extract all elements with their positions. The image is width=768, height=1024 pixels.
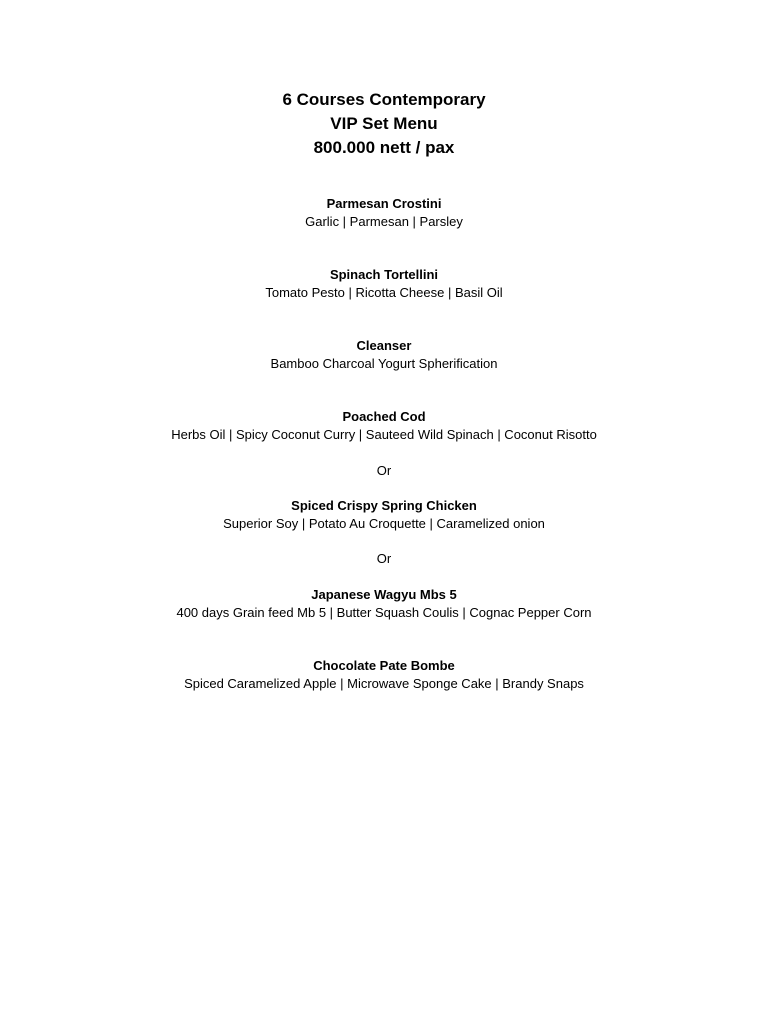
course-spiced-crispy-spring-chicken <box>0 497 768 533</box>
course-poached-cod <box>0 408 768 444</box>
course-title: Cleanser <box>356 338 412 353</box>
or-divider: Or <box>376 551 392 566</box>
course-title: Chocolate Pate Bombe <box>313 658 455 673</box>
course-cleanser <box>0 337 768 373</box>
course-chocolate-pate-bombe <box>0 657 768 693</box>
menu-header <box>0 88 768 160</box>
course-title: Spiced Crispy Spring Chicken <box>291 498 477 513</box>
course-spinach-tortellini <box>0 266 768 302</box>
course-parmesan-crostini <box>0 195 768 231</box>
course-japanese-wagyu <box>0 586 768 622</box>
course-description: Spiced Caramelized Apple | Microwave Sponge Cake | Brandy Snaps <box>184 676 584 691</box>
or-divider: Or <box>376 463 392 478</box>
course-title: Poached Cod <box>342 409 426 424</box>
course-title: Parmesan Crostini <box>326 196 442 211</box>
course-description: Superior Soy | Potato Au Croquette | Caramelized onion <box>223 516 545 531</box>
course-description: Garlic | Parmesan | Parsley <box>305 214 463 229</box>
course-title: Japanese Wagyu Mbs 5 <box>311 587 457 602</box>
course-description: 400 days Grain feed Mb 5 | Butter Squash Coulis | Cognac Pepper Corn <box>176 605 592 620</box>
course-description: Herbs Oil | Spicy Coconut Curry | Sauteed Wild Spinach | Coconut Risotto <box>171 427 597 442</box>
course-title: Spinach Tortellini <box>329 267 439 282</box>
course-description: Tomato Pesto | Ricotta Cheese | Basil Oil <box>265 285 503 300</box>
course-description: Bamboo Charcoal Yogurt Spherification <box>270 356 498 371</box>
menu-price: 800.000 nett / pax <box>313 138 455 157</box>
menu-subtitle: VIP Set Menu <box>330 114 438 133</box>
menu-title: 6 Courses Contemporary <box>282 90 486 109</box>
